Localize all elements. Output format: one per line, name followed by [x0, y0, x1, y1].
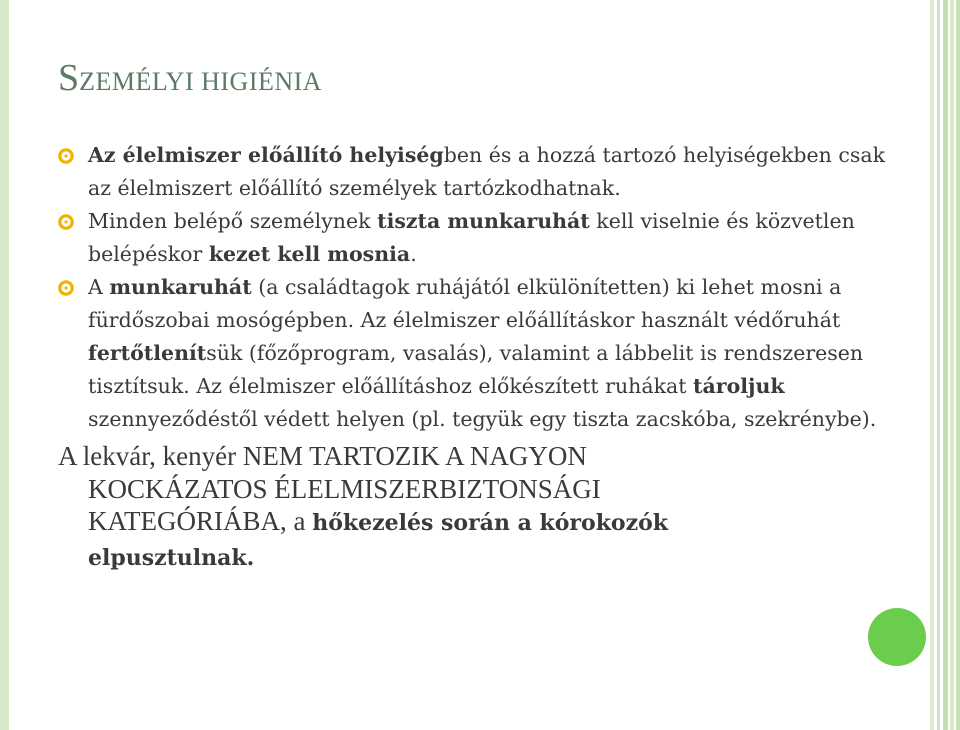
bullet-text: (a családtagok ruhájától elkülönítetten) ki lehet mosni a fürdőszobai mosógépben. Az élelmiszer előállításkor használt védőruhát	[88, 275, 842, 332]
bullet-item	[58, 205, 906, 271]
closing-line-2: KOCKÁZATOS ÉLELMISZERBIZTONSÁGI	[88, 473, 601, 504]
slide-title-initial: S	[58, 57, 80, 99]
closing-line-3-plain: KATEGÓRIÁBA, a	[88, 506, 313, 536]
bullet-text-bold: munkaruhát	[109, 275, 252, 299]
slide-title-rest: ZEMÉLYI HIGIÉNIA	[79, 67, 323, 96]
bullet-text: Minden belépő személynek	[88, 209, 378, 233]
right-stripe	[937, 0, 940, 730]
bullet-text: szennyeződéstől védett helyen (pl. tegyük egy tiszta zacskóba, szekrénybe).	[88, 407, 877, 431]
fleuron-bullet-icon	[58, 148, 74, 164]
closing-line-4	[58, 540, 906, 575]
left-decorative-stripe	[0, 0, 9, 730]
bullet-text-bold: kezet kell mosnia	[208, 242, 411, 266]
bullet-text-bold: Az élelmiszer előállító helyiség	[88, 143, 444, 167]
bullet-text: sük (főzőprogram, vasalás), valamint a lábbelit is rendszeresen tisztítsuk. Az élelmiszer előállításhoz előkészített ruhákat	[88, 341, 864, 398]
fleuron-bullet-icon	[58, 280, 74, 296]
bullet-text-bold: tároljuk	[693, 374, 785, 398]
bullet-text-bold: fertőtlenít	[88, 341, 207, 365]
right-decorative-stripes	[930, 0, 960, 730]
closing-line-1: A lekvár, kenyér NEM TARTOZIK A NAGYON	[58, 441, 587, 471]
slide-title	[58, 58, 322, 102]
right-stripe	[950, 0, 954, 730]
bullet-item	[58, 271, 906, 436]
bullet-item	[58, 139, 906, 205]
fleuron-bullet-icon	[58, 214, 74, 230]
green-circle-decoration	[868, 608, 926, 666]
closing-paragraph	[58, 440, 906, 574]
bullet-list	[58, 139, 906, 436]
bullet-text: .	[410, 242, 417, 266]
right-stripe	[943, 0, 948, 730]
closing-line-3-bold: hőkezelés során a kórokozók	[312, 510, 669, 536]
right-stripe	[930, 0, 934, 730]
closing-line-3	[58, 505, 906, 540]
slide-body	[58, 139, 906, 574]
right-stripe	[956, 0, 960, 730]
bullet-text-bold: tiszta munkaruhát	[377, 209, 590, 233]
bullet-text: ben és a hozzá tartozó helyiségekben csak az élelmiszert előállító személyek tartózkodhatnak.	[88, 143, 886, 200]
bullet-text: kell viselnie és közvetlen belépéskor	[88, 209, 855, 266]
closing-line-4-bold: elpusztulnak.	[88, 544, 255, 571]
bullet-text: A	[88, 275, 110, 299]
